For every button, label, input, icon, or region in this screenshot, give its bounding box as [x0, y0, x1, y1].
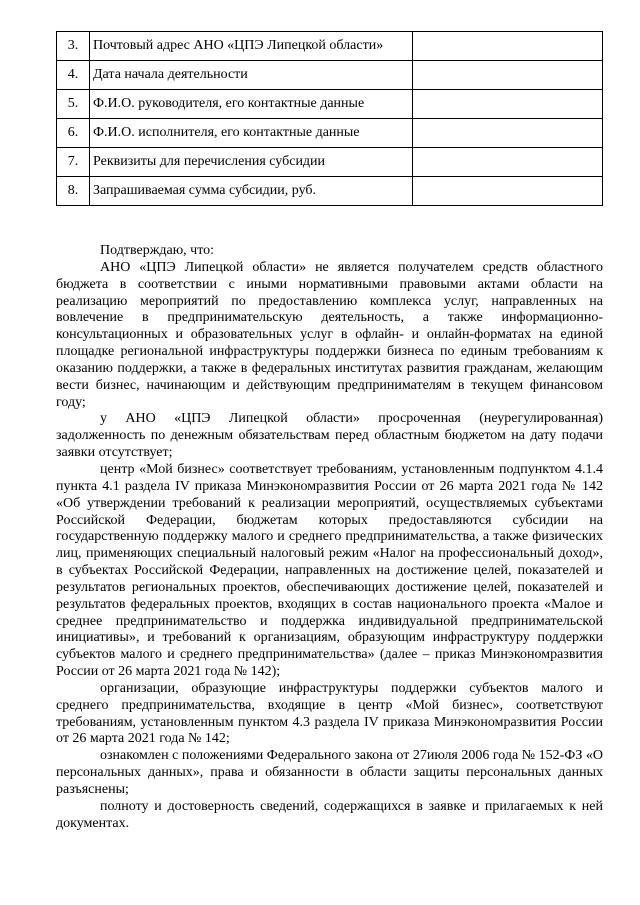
application-info-table	[56, 31, 603, 206]
row-number: 3.	[57, 32, 90, 61]
confirmation-text	[56, 243, 603, 833]
table-row	[57, 61, 603, 90]
row-label: Ф.И.О. руководителя, его контактные данные	[90, 90, 413, 119]
table-row	[57, 90, 603, 119]
confirmation-intro: Подтверждаю, что:	[100, 243, 215, 258]
row-number: 8.	[57, 177, 90, 206]
confirmation-paragraph: центр «Мой бизнес» соответствует требованиям, установленным подпунктом 4.1.4 пункта 4.1 раздела IV приказа Минэкономразвития России от 26 марта 2021 года № 142 «Об утверждении требований к реализации мероприятий, осуществляемых субъектами Российской Федерации, бюджетам которых предоставляются субсидии на государственную поддержку малого и среднего предпринимательства, а также физических лиц, применяющих специальный налоговый режим «Налог на профессиональный доход», в субъектах Российской Федерации, направленных на достижение целей, показателей и результатов региональных проектов, обеспечивающих достижение целей, показателей и результатов федеральных проектов, входящих в состав национального проекта «Малое и среднее предпринимательство и поддержка индивидуальной предпринимательской инициативы», и требований к организациям, образующим инфраструктуру поддержки субъектов малого и среднего предпринимательства» (далее – приказ Минэкономразвития России от 26 марта 2021 года № 142);	[56, 461, 603, 680]
row-value	[413, 177, 603, 206]
confirmation-paragraph: организации, образующие инфраструктуры поддержки субъектов малого и среднего предпринимательства, входящие в центр «Мой бизнес», соответствуют требованиям, установленным пунктом 4.3 раздела IV приказа Минэкономразвития России от 26 марта 2021 года № 142;	[56, 680, 603, 747]
confirmation-paragraph: полноту и достоверность сведений, содержащихся в заявке и прилагаемых к ней документах.	[56, 798, 603, 831]
row-number: 5.	[57, 90, 90, 119]
row-value	[413, 32, 603, 61]
confirmation-paragraph: у АНО «ЦПЭ Липецкой области» просроченная (неурегулированная) задолженность по денежным обязательствам перед областным бюджетом на дату подачи заявки отсутствует;	[56, 411, 603, 461]
confirmation-paragraph: ознакомлен с положениями Федерального закона от 27июля 2006 года № 152-ФЗ «О персональных данных», права и обязанности в области защиты персональных данных разъяснены;	[56, 748, 603, 797]
row-number: 4.	[57, 61, 90, 90]
row-number: 6.	[57, 119, 90, 148]
table-row	[57, 148, 603, 177]
confirmation-paragraph: АНО «ЦПЭ Липецкой области» не является получателем средств областного бюджета в соответствии с иными нормативными правовыми актами области на реализацию мероприятий по предоставлению комплекса услуг, направленных на вовлечение в предпринимательскую деятельность, а также информационно-консультационных и образовательных услуг в офлайн- и онлайн-форматах на единой площадке региональной инфраструктуры поддержки бизнеса по единым требованиям к оказанию поддержки, а также в федеральных институтах развития гражданам, желающим вести бизнес, начинающим и действующим предпринимателям в текущем финансовом году;	[56, 259, 603, 410]
row-label: Дата начала деятельности	[90, 61, 413, 90]
row-label: Реквизиты для перечисления субсидии	[90, 148, 413, 177]
row-value	[413, 90, 603, 119]
row-label: Почтовый адрес АНО «ЦПЭ Липецкой области»	[90, 32, 413, 61]
row-label: Запрашиваемая сумма субсидии, руб.	[90, 177, 413, 206]
row-value	[413, 61, 603, 90]
table-row	[57, 32, 603, 61]
table-row	[57, 177, 603, 206]
row-number: 7.	[57, 148, 90, 177]
row-label: Ф.И.О. исполнителя, его контактные данные	[90, 119, 413, 148]
row-value	[413, 119, 603, 148]
row-value	[413, 148, 603, 177]
table-row	[57, 119, 603, 148]
